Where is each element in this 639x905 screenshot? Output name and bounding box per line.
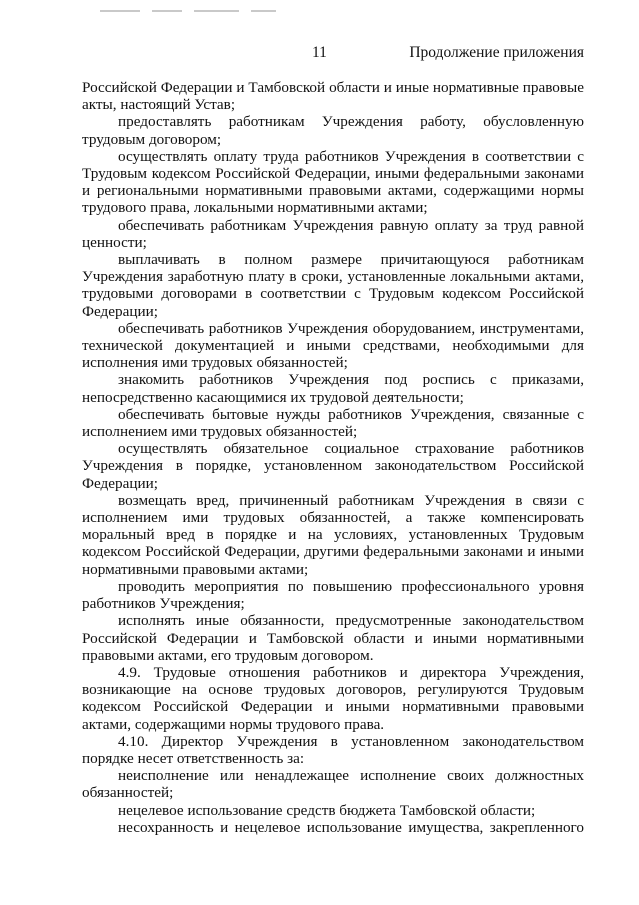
paragraph: возмещать вред, причиненный работникам Учреждения в связи с исполнением ими трудовых обязанностей, а также компенсировать моральный вред в порядке и на условиях, установленных Трудовым кодексом Российской Федерации, другими федеральными законами и иными нормативными правовыми актами; [82,491,584,578]
paragraph: несохранность и нецелевое использование имущества, закрепленного [118,818,584,836]
paragraph: исполнять иные обязанности, предусмотренные законодательством Российской Федерации и Тамбовской области и иными нормативными правовыми актами, его трудовым договором. [82,612,584,664]
scan-mark [100,10,140,12]
paragraph: выплачивать в полном размере причитающуюся работникам Учреждения заработную плату в сроки, установленные локальными актами, трудовыми договорами в соответствии с Трудовым кодексом Российской Федерации; [82,251,584,320]
paragraph: предоставлять работникам Учреждения работу, обусловленную трудовым договором; [82,113,584,148]
scan-artifact-marks [100,10,400,13]
scan-mark [251,10,276,12]
scan-mark [152,10,182,12]
page-header [0,44,639,66]
header-title: Продолжение приложения [409,44,584,61]
paragraph: проводить мероприятия по повышению профессионального уровня работников Учреждения; [82,577,584,613]
paragraph: неисполнение или ненадлежащее исполнение своих должностных обязанностей; [82,767,584,802]
paragraph: Российской Федерации и Тамбовской области и иные нормативные правовые акты, настоящий Устав; [82,79,584,114]
scan-mark [194,10,239,12]
document-body [82,79,584,836]
paragraph: обеспечивать бытовые нужды работников Учреждения, связанные с исполнением ими трудовых обязанностей; [82,405,584,441]
paragraph: обеспечивать работникам Учреждения равную оплату за труд равной ценности; [82,216,584,251]
paragraph: 4.9. Трудовые отношения работников и директора Учреждения, возникающие на основе трудовых договоров, регулируются Трудовым кодексом Российской Федерации и иными нормативными правовыми актами, содержащими нормы трудового права. [82,663,584,733]
paragraph: 4.10. Директор Учреждения в установленном законодательством порядке несет ответственность за: [82,732,584,767]
paragraph: обеспечивать работников Учреждения оборудованием, инструментами, технической документацией и иными средствами, необходимыми для исполнения ими трудовых обязанностей; [82,319,584,372]
paragraph: осуществлять оплату труда работников Учреждения в соответствии с Трудовым кодексом Российской Федерации, иными федеральными законами и региональными нормативными правовыми актами, содержащими нормы трудового права, локальными нормативными актами; [82,147,584,217]
paragraph: знакомить работников Учреждения под роспись с приказами, непосредственно касающимися их трудовой деятельности; [82,371,584,406]
page-number: 11 [312,44,327,61]
paragraph: нецелевое использование средств бюджета Тамбовской области; [118,801,536,819]
paragraph: осуществлять обязательное социальное страхование работников Учреждения в порядке, установленном законодательством Российской Федерации; [82,440,584,492]
